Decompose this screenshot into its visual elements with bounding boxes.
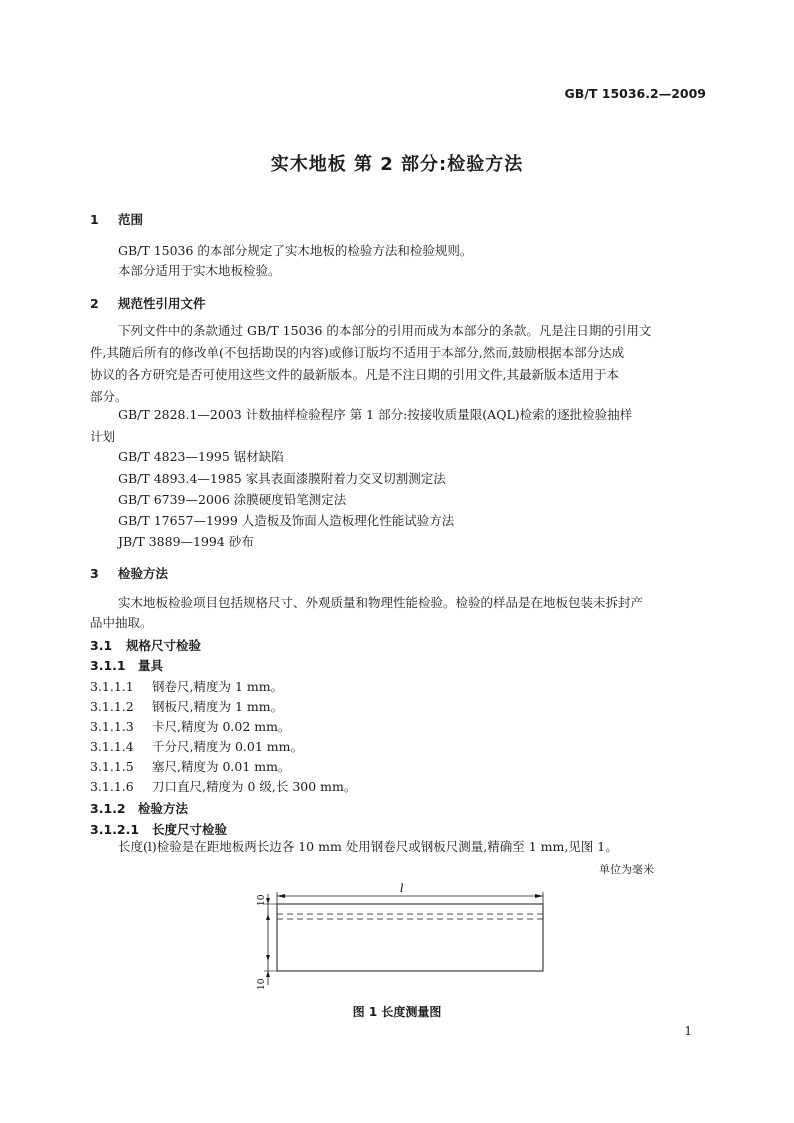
subsection-3-1-heading	[90, 636, 201, 654]
arrowhead-bottom-outer	[266, 971, 270, 977]
tool-item	[90, 777, 356, 795]
offset-label-bottom: 10	[257, 978, 267, 990]
arrowhead-top-inner	[266, 914, 270, 920]
normative-reference: GB/T 4893.4—1985 家具表面漆膜附着力交叉切割测定法	[118, 471, 446, 486]
section-number: 1	[90, 212, 99, 227]
normative-reference: GB/T 4823—1995 锯材缺陷	[118, 449, 284, 464]
arrowhead-right	[535, 894, 543, 898]
offset-label-top: 10	[257, 894, 267, 906]
section-number: 2	[90, 296, 99, 311]
tool-item-number: 3.1.1.5	[90, 759, 134, 774]
tool-item	[90, 717, 290, 735]
tool-item	[90, 697, 283, 715]
section-title: 范围	[118, 212, 144, 227]
normative-reference: JB/T 3889—1994 砂布	[118, 534, 254, 549]
section-number: 3.1.2.1	[90, 822, 140, 837]
section-3-intro-line-2: 品中抽取。	[90, 615, 153, 630]
tool-item-number: 3.1.1.3	[90, 719, 134, 734]
tool-item-number: 3.1.1.4	[90, 739, 134, 754]
tool-item-number: 3.1.1.2	[90, 699, 134, 714]
section-title: 规格尺寸检验	[126, 638, 202, 653]
tool-item-text: 千分尺,精度为 0.01 mm。	[152, 739, 303, 754]
section-2-heading	[90, 294, 206, 312]
section-title: 长度尺寸检验	[152, 822, 228, 837]
section-1-para-1: GB/T 15036 的本部分规定了实木地板的检验方法和检验规则。	[118, 243, 473, 258]
page-title: 实木地板 第 2 部分:检验方法	[270, 154, 524, 175]
page-number: 1	[684, 1024, 692, 1038]
section-2-intro-line-4: 部分。	[90, 389, 128, 404]
tool-item-number: 3.1.1.1	[90, 679, 134, 694]
tool-item	[90, 737, 303, 755]
tool-item	[90, 757, 290, 775]
standard-number: GB/T 15036.2—2009	[564, 86, 706, 101]
section-1-para-2: 本部分适用于实木地板检验。	[118, 263, 281, 278]
section-3-heading	[90, 564, 168, 582]
length-label: l	[400, 882, 404, 895]
section-number: 3	[90, 566, 99, 581]
section-title: 检验方法	[138, 801, 189, 816]
section-1-heading	[90, 210, 143, 228]
tool-item-text: 钢卷尺,精度为 1 mm。	[152, 679, 284, 694]
normative-reference-continued: 计划	[90, 429, 116, 444]
tool-item	[90, 677, 283, 695]
subsection-3-1-2-heading	[90, 799, 188, 817]
section-2-intro-line-3: 协议的各方研究是否可使用这些文件的最新版本。凡是不注日期的引用文件,其最新版本适用于本	[90, 367, 619, 382]
section-title: 量具	[138, 658, 164, 673]
section-number: 3.1.1	[90, 658, 126, 673]
tool-item-number: 3.1.1.6	[90, 779, 134, 794]
unit-note: 单位为毫米	[599, 863, 654, 876]
tool-item-text: 塞尺,精度为 0.01 mm。	[152, 759, 291, 774]
section-number: 3.1.2	[90, 801, 126, 816]
section-3-intro-line-1: 实木地板检验项目包括规格尺寸、外观质量和物理性能检验。检验的样品是在地板包装未拆封产	[118, 595, 644, 610]
arrowhead-left	[277, 894, 285, 898]
section-number: 3.1	[90, 638, 113, 653]
section-title: 检验方法	[118, 566, 169, 581]
normative-reference: GB/T 2828.1—2003 计数抽样检验程序 第 1 部分:按接收质量限(AQL)检索的逐批检验抽样	[118, 407, 633, 422]
length-measurement-figure	[250, 880, 550, 995]
subsection-3-1-1-heading	[90, 656, 163, 674]
normative-reference: GB/T 17657—1999 人造板及饰面人造板理化性能试验方法	[118, 513, 455, 528]
length-check-text: 长度(l)检验是在距地板两长边各 10 mm 处用钢卷尺或钢板尺测量,精确至 1 mm,见图 1。	[118, 839, 618, 854]
normative-reference: GB/T 6739—2006 涂膜硬度铅笔测定法	[118, 492, 347, 507]
tool-item-text: 刀口直尺,精度为 0 级,长 300 mm。	[152, 779, 357, 794]
tool-item-text: 卡尺,精度为 0.02 mm。	[152, 719, 291, 734]
arrowhead-bottom-inner	[266, 955, 270, 961]
section-2-intro-line-1: 下列文件中的条款通过 GB/T 15036 的本部分的引用而成为本部分的条款。凡是注日期的引用文	[118, 323, 652, 338]
tool-item-text: 钢板尺,精度为 1 mm。	[152, 699, 284, 714]
section-2-intro-line-2: 件,其随后所有的修改单(不包括勘误的内容)或修订版均不适用于本部分,然而,鼓励根据本部分达成	[90, 345, 625, 360]
figure-caption: 图 1 长度测量图	[352, 1005, 442, 1019]
section-title: 规范性引用文件	[118, 296, 206, 311]
